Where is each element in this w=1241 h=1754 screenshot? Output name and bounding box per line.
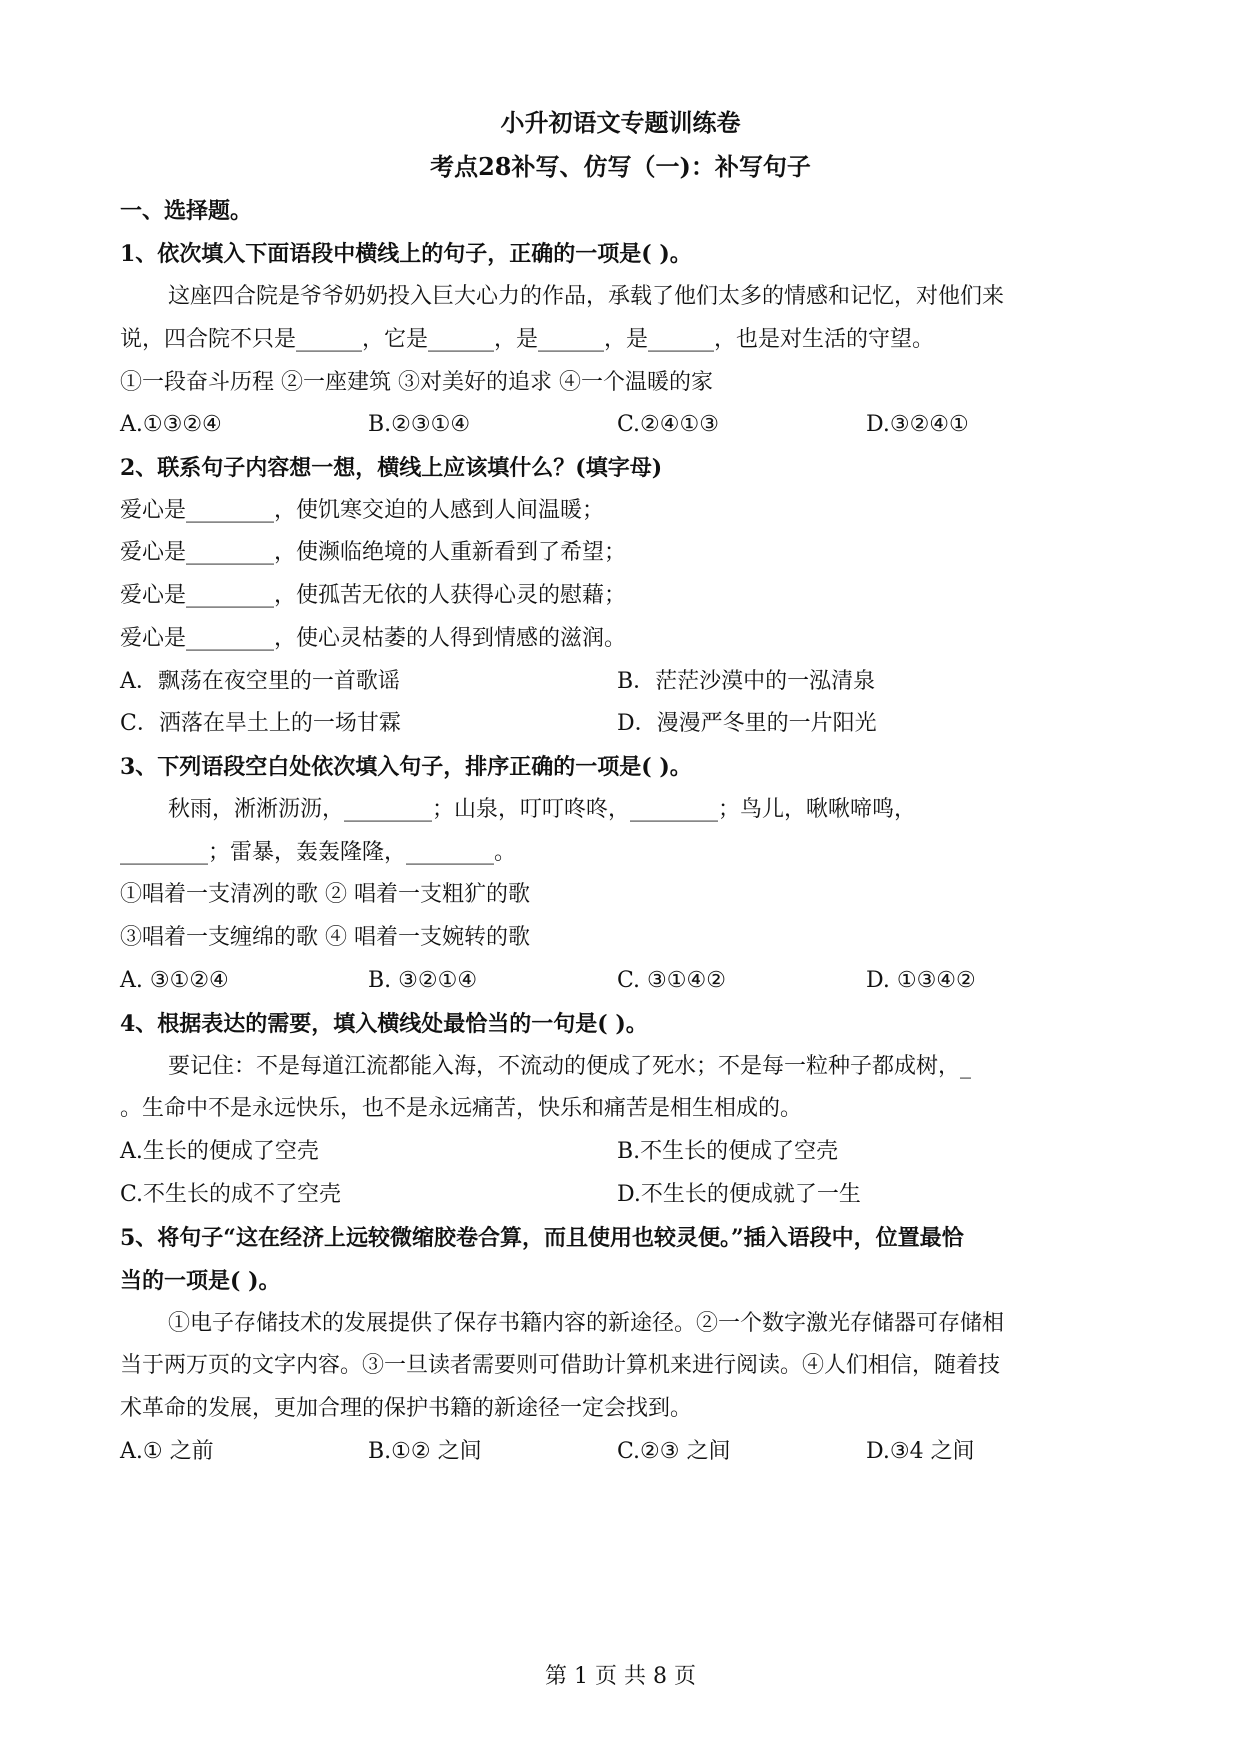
question-2-line: 爱心是________，使濒临绝境的人重新看到了希望； [120, 540, 627, 565]
page-subtitle: 考点28补写、仿写（一)：补写句子 [430, 152, 811, 181]
question-3-option-a[interactable]: A. ③①②④ [120, 968, 229, 993]
question-2-line: 爱心是________，使孤苦无依的人获得心灵的慰藉； [120, 583, 627, 608]
page-title: 小升初语文专题训练卷 [500, 108, 741, 137]
question-5-passage-line: 当于两万页的文字内容。③一旦读者需要则可借助计算机来进行阅读。④人们相信，随着技 [120, 1353, 1001, 1378]
question-1-option-a[interactable]: A.①③②④ [120, 412, 222, 437]
question-5-option-b[interactable]: B.①② 之间 [368, 1439, 482, 1464]
question-5-passage-line: ①电子存储技术的发展提供了保存书籍内容的新途径。②一个数字激光存储器可存储相 [168, 1311, 1005, 1336]
question-1-option-b[interactable]: B.②③①④ [368, 412, 471, 437]
question-3-stem: 3、下列语段空白处依次填入句子，排序正确的一项是( )。 [120, 754, 692, 780]
question-3-items: ①唱着一支清冽的歌 ② 唱着一支粗犷的歌 [120, 882, 530, 907]
question-4-passage-line: 。生命中不是永远快乐，也不是永远痛苦，快乐和痛苦是相生相成的。 [120, 1096, 803, 1121]
question-2-option-c[interactable]: C．洒落在旱土上的一场甘霖 [120, 711, 401, 736]
question-3-passage-line: 秋雨，淅淅沥沥，________；山泉，叮叮咚咚，________；鸟儿，啾啾啼鸣， [168, 797, 917, 822]
question-2-line: 爱心是________，使心灵枯萎的人得到情感的滋润。 [120, 626, 627, 651]
question-2-stem: 2、联系句子内容想一想，横线上应该填什么？(填字母) [120, 455, 663, 481]
question-2-option-a[interactable]: A．飘荡在夜空里的一首歌谣 [120, 669, 400, 694]
question-4-option-b[interactable]: B.不生长的便成了空壳 [617, 1139, 839, 1164]
question-5-option-a[interactable]: A.① 之前 [120, 1439, 214, 1464]
question-5-stem: 5、将句子“这在经济上远较微缩胶卷合算，而且使用也较灵便。”插入语段中，位置最恰 [120, 1225, 964, 1251]
question-1-passage-line: 这座四合院是爷爷奶奶投入巨大心力的作品，承载了他们太多的情感和记忆，对他们来 [168, 284, 1005, 309]
question-4-option-a[interactable]: A.生长的便成了空壳 [120, 1139, 319, 1164]
question-5-option-d[interactable]: D.③4 之间 [866, 1439, 975, 1464]
question-1-option-d[interactable]: D.③②④① [866, 412, 969, 437]
question-5-stem: 当的一项是( )。 [120, 1268, 281, 1294]
question-3-option-d[interactable]: D. ①③④② [866, 968, 976, 993]
question-1-passage-line: 说，四合院不只是______，它是______，是______，是______，也是对生活的守望。 [120, 327, 935, 352]
question-5-option-c[interactable]: C.②③ 之间 [617, 1439, 731, 1464]
question-5-passage-line: 术革命的发展，更加合理的保护书籍的新途径一定会找到。 [120, 1396, 693, 1421]
question-1-option-c[interactable]: C.②④①③ [617, 412, 719, 437]
page-footer: 第 1 页 共 8 页 [545, 1664, 696, 1689]
question-1-stem: 1、依次填入下面语段中横线上的句子，正确的一项是( )。 [120, 241, 692, 267]
question-3-option-c[interactable]: C. ③①④② [617, 968, 726, 993]
question-4-passage-line: 要记住：不是每道江流都能入海，不流动的便成了死水；不是每一粒种子都成树，_ [168, 1054, 972, 1079]
question-4-option-c[interactable]: C.不生长的成不了空壳 [120, 1182, 342, 1207]
question-4-stem: 4、根据表达的需要，填入横线处最恰当的一句是( )。 [120, 1011, 648, 1037]
question-2-option-b[interactable]: B．茫茫沙漠中的一泓清泉 [617, 669, 876, 694]
question-1-items: ①一段奋斗历程 ②一座建筑 ③对美好的追求 ④一个温暖的家 [120, 370, 713, 395]
question-3-items: ③唱着一支缠绵的歌 ④ 唱着一支婉转的歌 [120, 925, 530, 950]
question-2-option-d[interactable]: D．漫漫严冬里的一片阳光 [617, 711, 877, 736]
question-3-option-b[interactable]: B. ③②①④ [368, 968, 478, 993]
section-heading: 一、选择题。 [120, 198, 253, 224]
question-3-passage-line: ________；雷暴，轰轰隆隆，________。 [120, 840, 517, 865]
question-2-line: 爱心是________，使饥寒交迫的人感到人间温暖； [120, 498, 605, 523]
question-4-option-d[interactable]: D.不生长的便成就了一生 [617, 1182, 861, 1207]
